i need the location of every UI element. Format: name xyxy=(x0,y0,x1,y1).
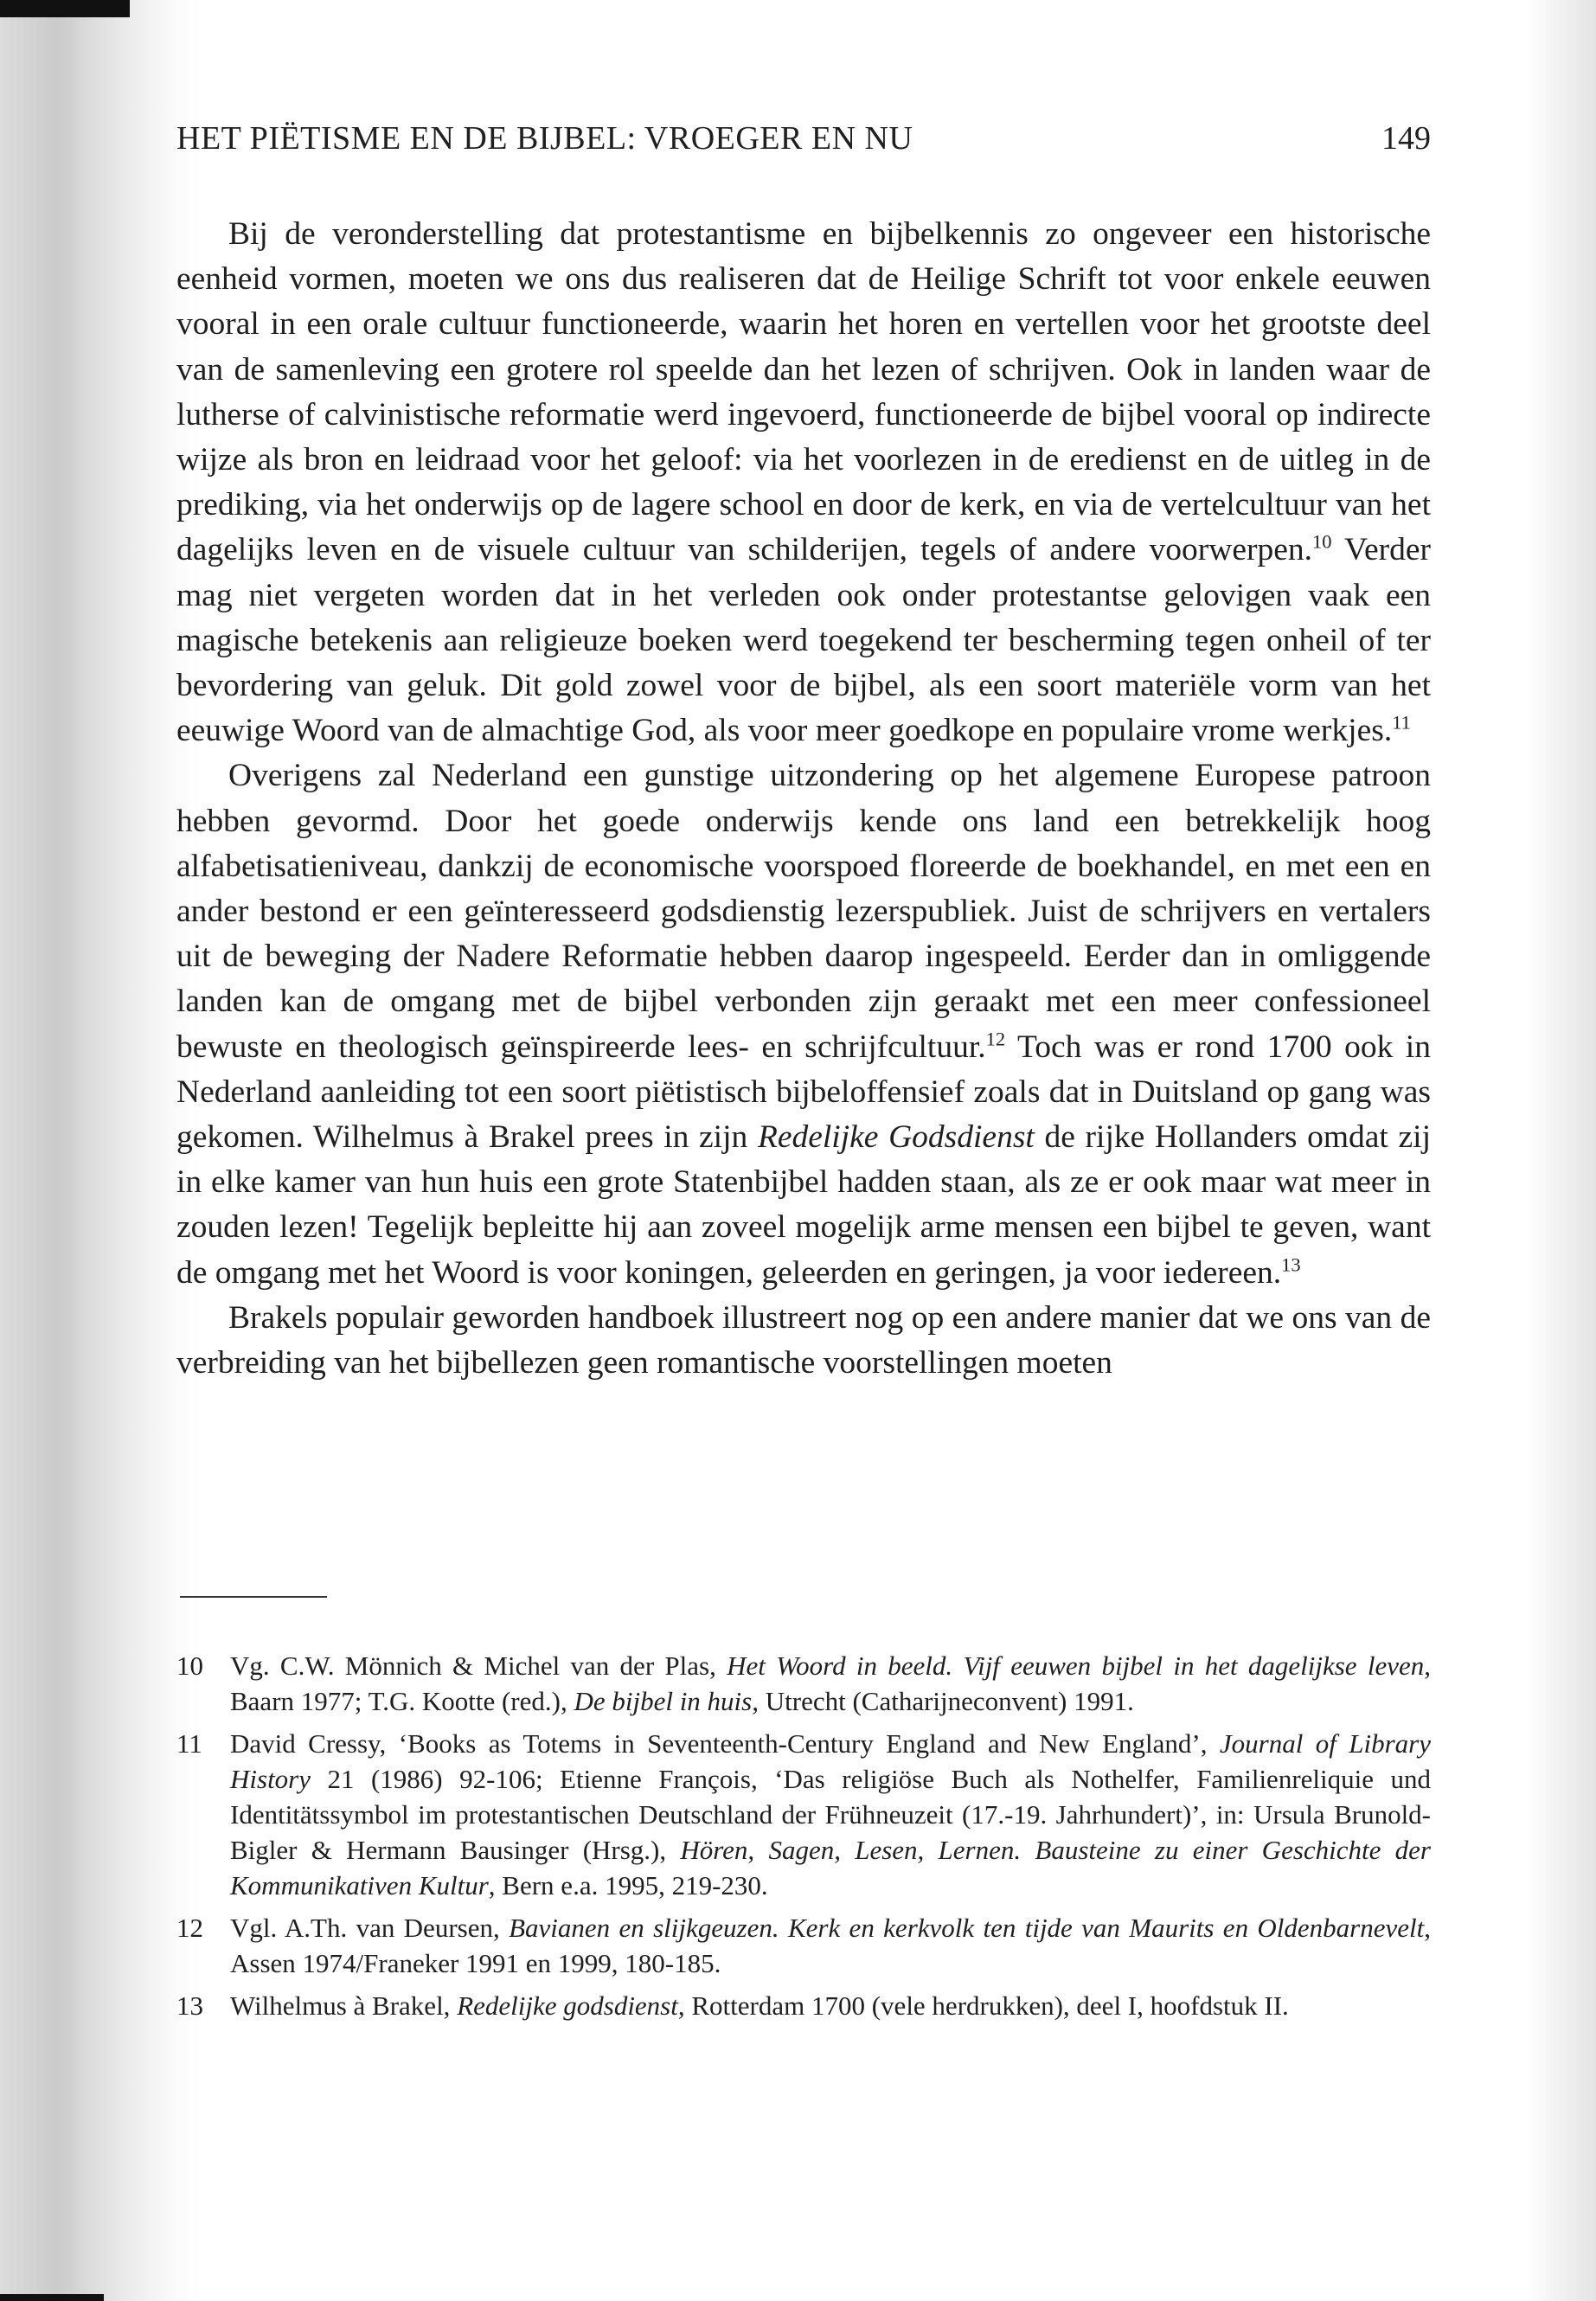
paragraph-3 xyxy=(176,1296,1431,1386)
footnote-ref-13[interactable]: 13 xyxy=(1281,1253,1301,1276)
p2-text-c: de rijke Hollanders omdat zij in elke kamer van hun huis een grote Statenbijbel hadden staan, als ze er ook maar wat meer in zouden lezen! Tegelijk bepleitte hij aan zoveel mogelijk arme mensen een bijbel te geven, want de omgang met het Woord is voor koningen, geleerden en geringen, ja voor iedereen. xyxy=(176,1119,1431,1291)
footnote-number: 11 xyxy=(176,1728,202,1759)
footnote-text: , Assen 1974/Franeker 1991 en 1999, 180-185. xyxy=(230,1913,1431,1978)
footnote-number: 10 xyxy=(176,1650,203,1681)
footnote-italic: Bavianen en slijkgeuzen. Kerk en kerkvolk ten tijde van Maurits en Oldenbarnevelt xyxy=(509,1913,1425,1943)
book-page xyxy=(176,0,1431,2301)
p3-text: Brakels populair geworden handboek illustreert nog op een andere manier dat we ons van de verbreiding van het bijbellezen geen romantische voorstellingen moeten xyxy=(176,1299,1431,1381)
footnote-ref-11[interactable]: 11 xyxy=(1392,711,1411,734)
footnote-italic: De bijbel in huis, xyxy=(574,1686,759,1716)
page-right-edge xyxy=(1527,0,1596,2301)
footnote-10 xyxy=(176,1648,1431,1719)
running-header xyxy=(176,119,1431,163)
footnote-italic: Het Woord in beeld. Vijf eeuwen bijbel in het dagelijkse leven xyxy=(727,1650,1425,1681)
footnote-ref-12[interactable]: 12 xyxy=(985,1028,1006,1050)
footnote-text: Wilhelmus à Brakel, xyxy=(230,1990,458,2021)
footnote-text: , Rotterdam 1700 (vele herdrukken), deel I, hoofdstuk II. xyxy=(677,1990,1289,2021)
footnote-divider xyxy=(180,1596,327,1598)
paragraph-2 xyxy=(176,753,1431,1295)
p1-text-b: Verder mag niet vergeten worden dat in het verleden ook onder protestantse gelovigen vaak een magische betekenis aan religieuze boeken werd toegekend ter bescherming tegen onheil of ter bevordering van geluk. Dit gold zowel voor de bijbel, als een soort materiële vorm van het eeuwige Woord van de almachtige God, als voor meer goedkope en populaire vrome werkjes. xyxy=(176,532,1431,749)
footnote-italic: Journal of Library History xyxy=(230,1728,1431,1794)
running-title: HET PIËTISME EN DE BIJBEL: VROEGER EN NU xyxy=(176,120,913,157)
p1-text-a: Bij de veronderstelling dat protestantisme en bijbelkennis zo ongeveer een historische eenheid vormen, moeten we ons dus realiseren dat de Heilige Schrift tot voor enkele eeuwen vooral in een orale cultuur functioneerde, waarin het horen en vertellen voor het grootste deel van de samenleving een grotere rol speelde dan het lezen of schrijven. Ook in landen waar de lutherse of calvinistische reformatie werd ingevoerd, functioneerde de bijbel vooral op indirecte wijze als bron en leidraad voor het geloof: via het voorlezen in de eredienst en de uitleg in de prediking, via het onderwijs op de lagere school en door de kerk, en via de vertelcultuur van het dagelijks leven en de visuele cultuur van schilderijen, tegels of andere voorwerpen. xyxy=(176,216,1431,568)
footnote-number: 13 xyxy=(176,1990,203,2021)
book-title-italic: Redelijke Godsdienst xyxy=(757,1119,1035,1156)
footnote-text: , Bern e.a. 1995, 219-230. xyxy=(488,1870,768,1900)
p2-text-a: Overigens zal Nederland een gunstige uitzondering op het algemene Europese patroon hebben gevormd. Door het goede onderwijs kende ons land een betrekkelijk hoog alfabetisatieniveau, dankzij de economische voorspoed floreerde de boekhandel, en met een en ander bestond er een geïnteresseerd godsdienstig lezerspubliek. Juist de schrijvers en vertalers uit de beweging der Nadere Reformatie hebben daarop ingespeeld. Eerder dan in omliggende landen kan de omgang met de bijbel verbonden zijn geraakt met een meer confessioneel bewuste en theologisch geïnspireerde lees- en schrijfcultuur. xyxy=(176,758,1431,1065)
body-text xyxy=(176,212,1431,1386)
paragraph-1 xyxy=(176,212,1431,753)
footnote-11 xyxy=(176,1726,1431,1903)
footnote-number: 12 xyxy=(176,1913,203,1943)
footnote-12 xyxy=(176,1910,1431,1981)
footnote-text: 21 (1986) 92-106; Etienne François, ‘Das religiöse Buch als Nothelfer, Familienreliquie und Identitätssymbol im protestantischen Deutschland der Frühneuzeit (17.-19. Jahrhundert)’, in: Ursula Brunold-Bigler & Hermann Bausinger (Hrsg.), xyxy=(230,1764,1431,1865)
spine-gutter xyxy=(0,0,82,2301)
footnote-text: Utrecht (Catharijneconvent) 1991. xyxy=(759,1686,1134,1716)
scan-corner-mark xyxy=(0,0,130,17)
footnote-text: Vg. C.W. Mönnich & Michel van der Plas, xyxy=(230,1650,727,1681)
footnote-text: , Baarn 1977; T.G. Kootte (red.), xyxy=(230,1650,1431,1716)
footnote-13 xyxy=(176,1988,1431,2023)
scan-bottom-mark xyxy=(0,2294,104,2301)
page-number: 149 xyxy=(1381,120,1431,157)
footnotes-section xyxy=(176,1648,1431,2030)
footnote-italic: Hören, Sagen, Lesen, Lernen. Bausteine zu einer Geschichte der Kommunikativen Kultur xyxy=(230,1835,1431,1900)
footnote-ref-10[interactable]: 10 xyxy=(1312,530,1332,553)
footnote-italic: Redelijke godsdienst xyxy=(457,1990,678,2021)
footnote-text: Vgl. A.Th. van Deursen, xyxy=(230,1913,510,1943)
p2-text-b: Toch was er rond 1700 ook in Nederland aanleiding tot een soort piëtistisch bijbeloffensief zoals dat in Duitsland op gang was gekomen. Wilhelmus à Brakel prees in zijn xyxy=(176,1029,1431,1156)
footnote-text: David Cressy, ‘Books as Totems in Seventeenth-Century England and New England’, xyxy=(230,1728,1220,1759)
